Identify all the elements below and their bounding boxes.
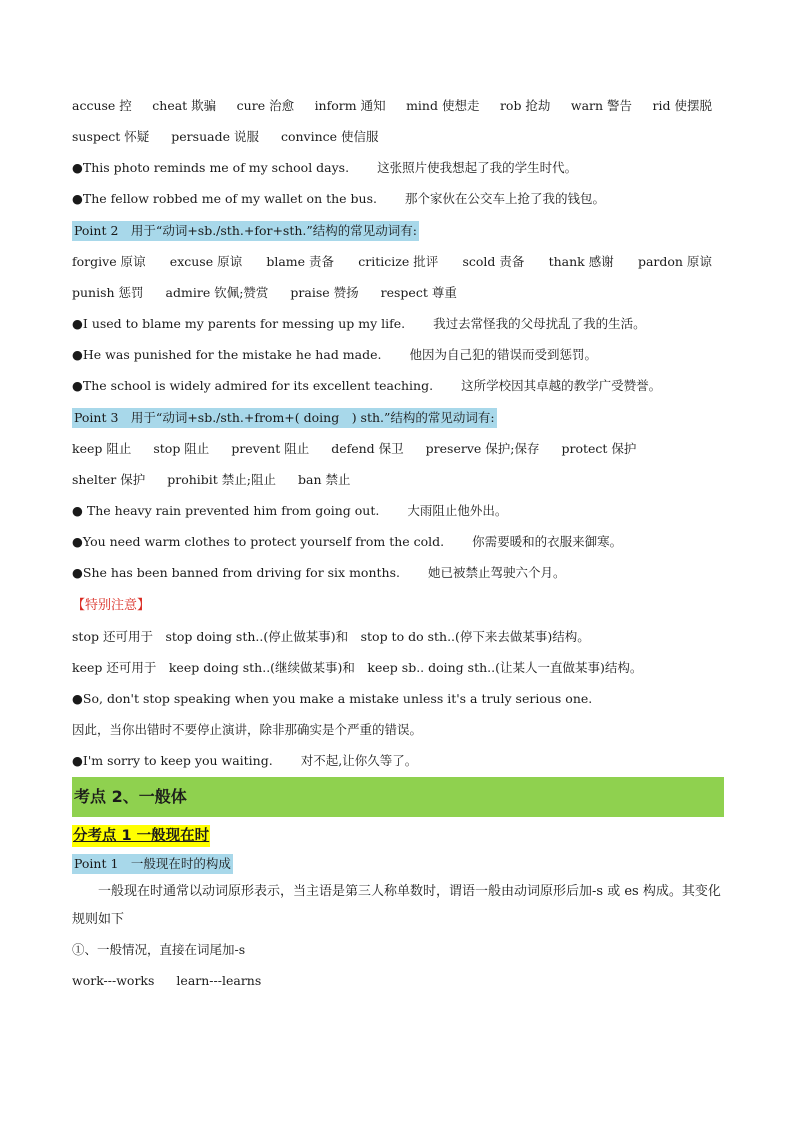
example-sentence <box>72 501 724 521</box>
example-en: ●This photo reminds me of my school days. <box>72 160 350 175</box>
example-sentence <box>72 345 724 365</box>
example-zh: 对不起,让你久等了。 <box>300 753 418 768</box>
verb-item: rid 使摆脱 <box>652 98 712 113</box>
example-en: ●I'm sorry to keep you waiting. <box>72 753 273 768</box>
example-zh: 他因为自己犯的错误而受到惩罚。 <box>409 347 597 362</box>
example-zh: 因此，当你出错时不要停止演讲，除非那确实是个严重的错误。 <box>72 722 423 737</box>
note-line: stop 还可用于 stop doing sth..(停止做某事)和 stop to do sth..(停下来去做某事)结构。 <box>72 629 590 644</box>
note-line: keep 还可用于 keep doing sth..(继续做某事)和 keep sb.. doing sth..(让某人一直做某事)结构。 <box>72 660 643 675</box>
example-zh: 你需要暖和的衣服来御寒。 <box>472 534 623 549</box>
verb-item: preserve 保护;保存 <box>425 441 540 456</box>
example-en: ● The heavy rain prevented him from going out. <box>72 503 380 518</box>
example-en: ●The school is widely admired for its excellent teaching. <box>72 378 434 393</box>
verb-item: rob 抢劫 <box>499 98 551 113</box>
example-zh: 大雨阻止他外出。 <box>407 503 508 518</box>
verb-item: pardon 原谅 <box>637 254 712 269</box>
verb-item: thank 感谢 <box>548 254 614 269</box>
subsection-heading: 分考点 1 一般现在时 <box>72 825 210 847</box>
point-3-heading: Point 3 用于“动词+sb./sth.+from+( doing ) sth.”结构的常见动词有: <box>72 408 497 428</box>
verb-item: criticize 批评 <box>358 254 439 269</box>
verb-item: praise 赞扬 <box>290 285 359 300</box>
example-zh: 这张照片使我想起了我的学生时代。 <box>377 160 578 175</box>
example-sentence <box>72 376 724 396</box>
example-sentence <box>72 563 724 583</box>
verb-item: scold 责备 <box>462 254 525 269</box>
verb-item: ban 禁止 <box>298 472 351 487</box>
verb-item: prohibit 禁止;阻止 <box>167 472 276 487</box>
point-2-heading: Point 2 用于“动词+sb./sth.+for+sth.”结构的常见动词有: <box>72 221 419 241</box>
example-zh: 她已被禁止驾驶六个月。 <box>427 565 566 580</box>
example-sentence <box>72 158 724 178</box>
verb-item: warn 警告 <box>570 98 633 113</box>
verb-item: forgive 原谅 <box>72 254 146 269</box>
verb-item: protect 保护 <box>561 441 637 456</box>
special-note-heading: 【特别注意】 <box>72 598 151 613</box>
verb-item: defend 保卫 <box>331 441 404 456</box>
verb-item: cure 治愈 <box>236 98 295 113</box>
verb-item: shelter 保护 <box>72 472 146 487</box>
verb-item: convince 使信服 <box>280 129 379 144</box>
document-page <box>72 96 724 991</box>
example-en: ●You need warm clothes to protect yourself from the cold. <box>72 534 445 549</box>
verb-item: accuse 控 <box>72 98 132 113</box>
verb-list-row-1 <box>72 96 712 116</box>
verb-item: excuse 原谅 <box>169 254 243 269</box>
example-zh: 我过去常怪我的父母扰乱了我的生活。 <box>433 316 646 331</box>
verb-item: prevent 阻止 <box>231 441 310 456</box>
rule-examples <box>72 971 712 991</box>
body-paragraph: 一般现在时通常以动词原形表示，当主语是第三人称单数时，谓语一般由动词原形后加-s 或 es 构成。其变化规则如下 <box>72 884 721 927</box>
verb-item: inform 通知 <box>314 98 386 113</box>
example-sentence <box>72 532 724 552</box>
example-en: ●She has been banned from driving for six months. <box>72 565 400 580</box>
example-en: ●I used to blame my parents for messing up my life. <box>72 316 406 331</box>
verb-item: keep 阻止 <box>72 441 132 456</box>
rule-example: work---works <box>72 973 155 988</box>
example-sentence <box>72 189 724 209</box>
example-en: ●So, don't stop speaking when you make a mistake unless it's a truly serious one. <box>72 691 593 706</box>
verb-list-row-6 <box>72 470 712 490</box>
verb-item: punish 惩罚 <box>72 285 144 300</box>
verb-item: blame 责备 <box>266 254 335 269</box>
example-en: ●He was punished for the mistake he had made. <box>72 347 382 362</box>
example-sentence <box>72 751 724 771</box>
verb-list-row-4 <box>72 283 712 303</box>
point-1-heading: Point 1 一般现在时的构成 <box>72 854 233 874</box>
verb-item: suspect 怀疑 <box>72 129 150 144</box>
verb-item: stop 阻止 <box>153 441 210 456</box>
verb-item: cheat 欺骗 <box>152 98 217 113</box>
rule-example: learn---learns <box>176 973 262 988</box>
example-en: ●The fellow robbed me of my wallet on the bus. <box>72 191 377 206</box>
verb-item: respect 尊重 <box>380 285 457 300</box>
rule-line: ①、一般情况，直接在词尾加-s <box>72 942 246 957</box>
example-zh: 这所学校因其卓越的教学广受赞誉。 <box>461 378 662 393</box>
verb-item: mind 使想走 <box>406 98 480 113</box>
verb-item: persuade 说服 <box>171 129 259 144</box>
section-heading-band: 考点 2、一般体 <box>72 777 724 817</box>
verb-list-row-3 <box>72 252 712 272</box>
verb-item: admire 钦佩;赞赏 <box>165 285 269 300</box>
verb-list-row-2 <box>72 127 712 147</box>
example-zh: 那个家伙在公交车上抢了我的钱包。 <box>404 191 605 206</box>
verb-list-row-5 <box>72 439 712 459</box>
example-sentence <box>72 314 724 334</box>
